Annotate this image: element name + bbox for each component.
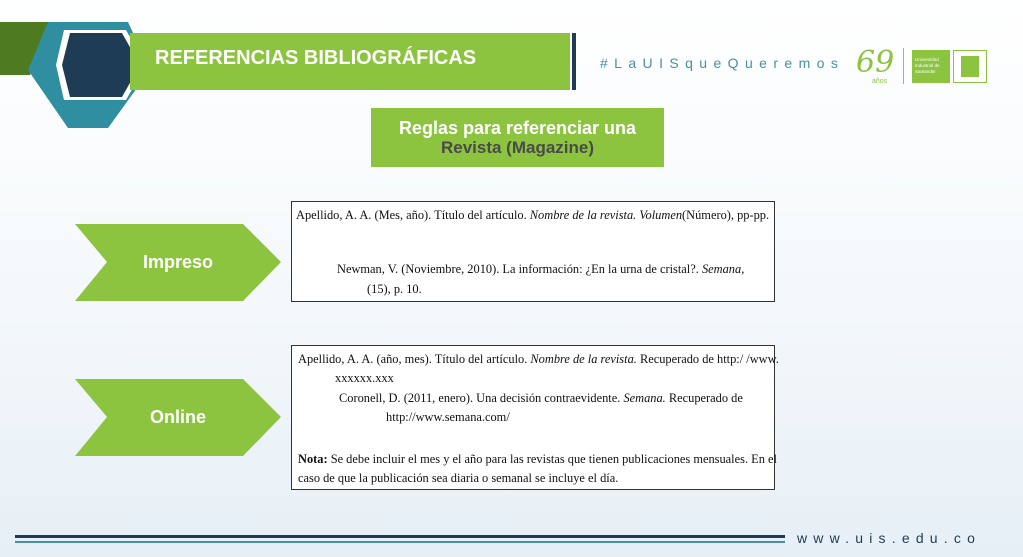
subtitle-line-2: Revista (Magazine) [440,138,595,157]
printed-format: Apellido, A. A. (Mes, año). Título del artículo. Nombre de la revista. Volumen(Número), pp-pp. [296,208,770,222]
printed-example-line1: Newman, V. (Noviembre, 2010). La información: ¿En la urna de cristal?. Semana, [337,262,745,276]
online-format-line2: xxxxxx.xxx [335,371,394,385]
footer-line-accent [15,541,785,543]
printed-label: Impreso [142,252,214,272]
footer-url: www.uis.edu.co [797,530,982,546]
online-note-line1: Nota: Se debe incluir el mes y el año para las revistas que tienen publicaciones mensuales. En el [298,452,777,466]
subtitle-line-1: Reglas para referenciar una [398,118,637,138]
anniversary-logo: 69 [856,45,895,80]
logo-separator [903,48,904,84]
uis-logo [953,50,987,83]
subtitle-box [371,108,664,167]
hashtag: #LaUISqueQueremos [600,55,845,71]
online-reference-box [291,345,779,490]
printed-example-line2: (15), p. 10. [367,282,422,296]
header-divider [572,33,576,90]
footer-line [15,535,785,538]
printed-reference-box [291,201,775,302]
online-note-line2: caso de que la publicación sea diaria o semanal se incluye el día. [298,471,619,485]
online-example-line1: Coronell, D. (2011, enero). Una decisión contraevidente. Semana. Recuperado de [339,391,743,405]
online-example-url: http://www.semana.com/ [386,410,510,424]
online-format-line1: Apellido, A. A. (año, mes). Título del artículo. Nombre de la revista. Recuperado de http:/ /www. [298,352,779,366]
university-name-logo: Universidad Industrial de Santander [912,50,950,83]
online-label: Online [149,407,206,427]
anniversary-logo-caption: años [872,78,888,85]
page-title: REFERENCIAS BIBLIOGRÁFICAS [155,47,477,69]
